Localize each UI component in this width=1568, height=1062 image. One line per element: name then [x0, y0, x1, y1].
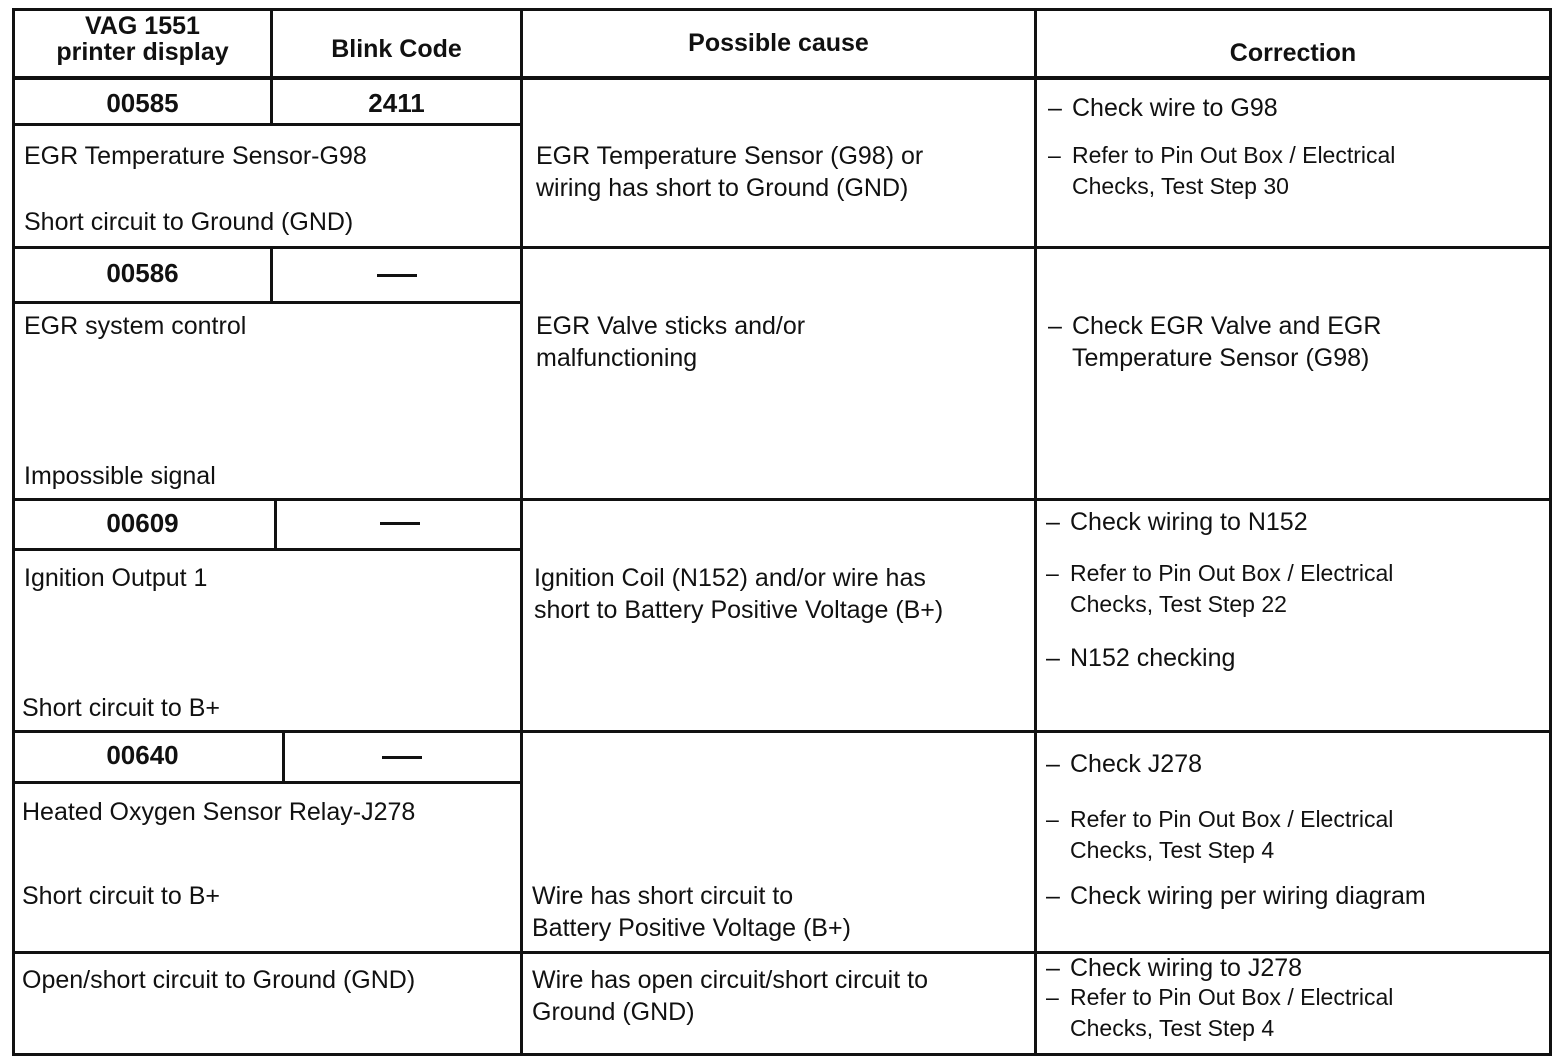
- fault-symptom: Open/short circuit to Ground (GND): [22, 966, 416, 994]
- code-vsep-4: [282, 732, 285, 783]
- dash-bullet: –: [1046, 954, 1060, 982]
- correction-item: [1046, 880, 1426, 912]
- cause-line: wiring has short to Ground (GND): [536, 174, 909, 202]
- header-printer-display: [15, 13, 270, 65]
- dash-bullet: –: [1048, 94, 1062, 122]
- correction-text: Check J278: [1070, 750, 1203, 778]
- header-divider: [12, 76, 1552, 80]
- dash-bullet: –: [1046, 508, 1060, 536]
- fault-code: 00586: [106, 258, 179, 288]
- cause-line: Battery Positive Voltage (B+): [532, 914, 851, 942]
- possible-cause: [536, 310, 805, 374]
- correction-text: Refer to Pin Out Box / Electrical: [1070, 984, 1394, 1010]
- correction-text: Check wire to G98: [1072, 94, 1278, 122]
- cause-line: short to Battery Positive Voltage (B+): [534, 596, 944, 624]
- correction-text: Refer to Pin Out Box / Electrical: [1072, 142, 1396, 168]
- possible-cause: [532, 880, 851, 944]
- correction-item: [1046, 558, 1393, 620]
- fault-code: 00640: [106, 740, 179, 770]
- correction-item: [1046, 748, 1202, 780]
- row-sep-4: [12, 951, 1552, 954]
- correction-text: Checks, Test Step 22: [1070, 591, 1287, 617]
- col-sep-correction: [1034, 8, 1037, 1056]
- blink-code: 2411: [368, 88, 425, 118]
- correction-text: Temperature Sensor (G98): [1072, 344, 1370, 372]
- component-name: EGR Temperature Sensor-G98: [24, 142, 367, 170]
- correction-text: Check wiring per wiring diagram: [1070, 882, 1426, 910]
- header-printer-line1: VAG 1551: [85, 12, 200, 40]
- correction-item: [1046, 804, 1393, 866]
- header-printer-line2: printer display: [56, 38, 229, 66]
- cause-line: Wire has short circuit to: [532, 882, 794, 910]
- code-vsep-2: [270, 248, 273, 303]
- dash-bullet: –: [1048, 312, 1062, 340]
- fault-symptom: Short circuit to B+: [22, 694, 220, 722]
- correction-item: [1046, 952, 1302, 984]
- border-top: [12, 8, 1552, 11]
- correction-text: Checks, Test Step 4: [1070, 837, 1275, 863]
- correction-text: N152 checking: [1070, 644, 1236, 672]
- correction-item: [1046, 982, 1393, 1044]
- dash-bullet: –: [1046, 560, 1059, 586]
- correction-text: Check wiring to N152: [1070, 508, 1308, 536]
- fault-symptom: Short circuit to Ground (GND): [24, 208, 354, 236]
- cause-line: EGR Valve sticks and/or: [536, 312, 806, 340]
- code-sep-4: [12, 781, 522, 784]
- correction-item: [1048, 92, 1278, 124]
- code-sep-1: [12, 123, 522, 126]
- dash-bullet: –: [1048, 142, 1061, 168]
- fault-code-table: [12, 8, 1552, 1056]
- blink-code-none: [380, 522, 420, 525]
- header-correction: Correction: [1229, 39, 1357, 67]
- fault-symptom: Short circuit to B+: [22, 882, 220, 910]
- border-bottom: [12, 1053, 1552, 1056]
- correction-item: [1046, 642, 1235, 674]
- cause-line: Ignition Coil (N152) and/or wire has: [534, 564, 926, 592]
- possible-cause: [532, 964, 928, 1028]
- code-vsep-3: [274, 500, 277, 550]
- fault-code: 00609: [106, 508, 179, 538]
- blink-code-none: [382, 756, 422, 759]
- dash-bullet: –: [1046, 882, 1060, 910]
- correction-text: Refer to Pin Out Box / Electrical: [1070, 560, 1394, 586]
- component-name: EGR system control: [24, 312, 247, 340]
- fault-symptom: Impossible signal: [24, 462, 216, 490]
- possible-cause: [536, 140, 923, 204]
- border-right: [1549, 8, 1552, 1056]
- cause-line: Ground (GND): [532, 998, 695, 1026]
- row-sep-1: [12, 246, 1552, 249]
- row-sep-3: [12, 730, 1552, 733]
- correction-text: Check wiring to J278: [1070, 954, 1303, 982]
- correction-item: [1046, 506, 1308, 538]
- fault-code: 00585: [106, 88, 179, 118]
- correction-item: [1048, 140, 1395, 202]
- code-sep-3: [12, 548, 522, 551]
- correction-text: Check EGR Valve and EGR: [1072, 312, 1382, 340]
- cause-line: malfunctioning: [536, 344, 698, 372]
- possible-cause: [534, 562, 943, 626]
- code-sep-2: [12, 301, 522, 304]
- correction-text: Checks, Test Step 30: [1072, 173, 1289, 199]
- correction-text: Refer to Pin Out Box / Electrical: [1070, 806, 1394, 832]
- component-name: Heated Oxygen Sensor Relay-J278: [22, 798, 416, 826]
- cause-line: Wire has open circuit/short circuit to: [532, 966, 928, 994]
- row-sep-2: [12, 498, 1552, 501]
- component-name: Ignition Output 1: [24, 564, 208, 592]
- correction-item: [1048, 310, 1381, 374]
- dash-bullet: –: [1046, 750, 1060, 778]
- dash-bullet: –: [1046, 984, 1059, 1010]
- correction-text: Checks, Test Step 4: [1070, 1015, 1275, 1041]
- header-possible-cause: Possible cause: [688, 29, 869, 57]
- dash-bullet: –: [1046, 644, 1060, 672]
- blink-code-none: [377, 274, 417, 277]
- col-sep-cause: [520, 8, 523, 1056]
- dash-bullet: –: [1046, 806, 1059, 832]
- cause-line: EGR Temperature Sensor (G98) or: [536, 142, 924, 170]
- header-blink-code: Blink Code: [331, 35, 462, 63]
